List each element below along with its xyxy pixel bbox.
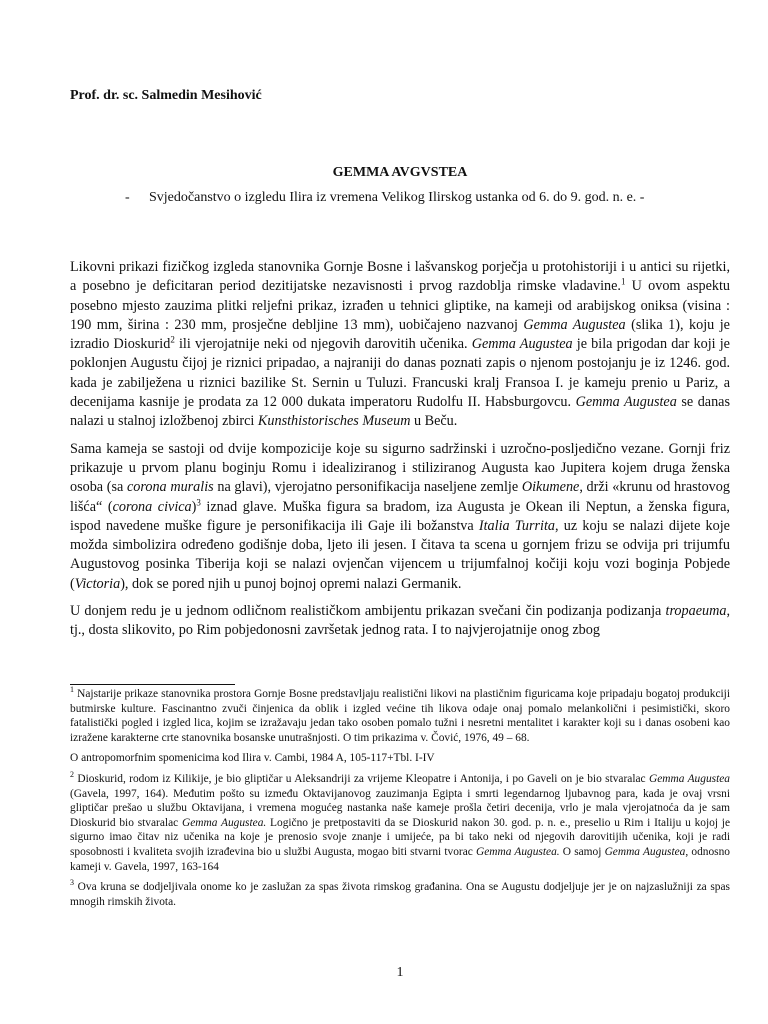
footnote [70,772,730,874]
footnote-ref: 2 [170,334,175,345]
italic-text: Oikumene [521,479,580,496]
italic-text: Gemma Augustea [523,316,626,333]
footnote-ref: 2 [70,770,74,780]
text-run: je bila prigodan dar koji je poklonjen Augustu čijoj je riznici pripadao, a najraniji do danas poznati zapis o njenom postojanju je iz 1246. god. kada je zabilježena u riznici bazilike St. Sernin u Tuluzi. Francuski kralj Fransoa I. je kameju prenio u Pariz, a decenijama kasnije je prodata za 12 000 dukata imperatoru Rudolfu II. Habsburgovcu. [70,336,730,411]
text-run: (slika 1), koju je izradio Dioskurid [70,316,730,353]
text-run: , tj., dosta slikovito, po Rim pobjedonosni završetak jednog rata. I to najvjerojatnije onog zbog [70,603,730,639]
italic-text: tropaeuma [665,603,727,620]
italic-text: Victoria [74,575,121,592]
italic-text: Gemma Augustea [575,394,677,411]
subtitle-dash: - [125,190,130,205]
text-run: u Beču. [410,413,458,430]
text-run: Logično je pretpostaviti da se Dioskurid nakon 30. god. p. n. e., preselio u Rim i Italiju u kojoj je sigurno imao čitav niz učenika na koje je prenosio svoje znanje i umijeće, pa bi tako neki od njegovih darovitijih učenika, koji je radi sposobnosti i kvaliteta svojih izrađevina bio u službi Augusta, mogao biti stvarni tvorac [70,816,731,858]
text-run: U ovom aspektu posebno mjesto zauzima plitki reljefni prikaz, izrađen u tehnici gliptike, na kameji od arabijskog oniksa (visina : 190 mm, širina : 230 mm, prosječne debljine 13 mm), uobičajeno nazvanoj [70,278,730,333]
text-run: na glavi), vjerojatno personifikacija naseljene zemlje [213,479,522,496]
italic-text: Gemma Augustea. [181,816,267,829]
italic-text: corona civica [112,498,192,515]
italic-text: corona muralis [126,479,214,496]
footnotes [70,687,730,915]
italic-text: Gemma Augustea. [475,845,560,858]
footnote-ref: 1 [70,685,74,695]
text-run: , drži «krunu od hrastovog lišća“ ( [70,479,730,515]
text-run: O samoj [559,845,605,858]
text-run: Dioskurid, rodom iz Kilikije, je bio gliptičar u Aleksandriji za vrijeme Kleopatre i Antonija, i po Gaveli on je bio stvaralac [74,772,649,785]
body-text [70,258,730,649]
text-run: ), dok se pored njih u punoj bojnoj opremi nalazi Germanik. [120,575,462,592]
subtitle-text: Svjedočanstvo o izgledu Ilira iz vremena Velikog Ilirskog ustanka od 6. do 9. god. n. e. - [149,190,645,205]
italic-text: Italia Turrita [478,517,556,534]
text-run: se danas nalazi u stalnoj izložbenoj zbirci [70,394,730,430]
italic-text: Gemma Augustea [471,336,573,353]
text-run: Najstarije prikaze stanovnika prostora Gornje Bosne predstavljaju realistični likovi na plastičnim figuricama koje pripadaju bogatoj produkciji butmirske kulture. Fascinantno zvuči činjenica da oblik i izgled većine tih likova odaje onaj pomalo melankolični i pesimistički, skoro fatalistički pogled i izgled lica, kojim se izražavaju jedan tako osoben pomalo tužni i nesretni mentalitet i karakter koji su i danas osobeni kao izražene karakterne crte stanovnika bosanske unutrašnjosti. O tim prikazima v. Čović, 1976, 49 – 68. [70,688,730,744]
text-run: , uz koju se nalazi dijete koje možda simbolizira određeno godišnje doba, ljeto ili jesen. I čitava ta scena u gornjem frizu se odvija pri trijumfu Augustovog posinka Tiberija koji se nalazi ovjenčan vijencem u trijumfalnoj kočiji koju vozi boginja Pobjede ( [70,517,730,592]
footnote-ref: 3 [70,878,74,888]
text-run: O antropomorfnim spomenicima kod Ilira v. Cambi, 1984 A, 105-117+Tbl. I-IV [70,752,435,765]
text-run: Sama kameja se sastoji od dvije kompozicije koje su sigurno sadržinski i uzročno-posljedično vezane. Gornji friz prikazuje u prvom planu boginju Romu i idealiziranog i stiliziranog Augusta kao Jupitera kojem druga ženska osoba (sa [70,440,730,496]
page-number: 1 [396,965,404,980]
italic-text: Kunsthistorisches Museum [257,413,411,430]
text-run: U donjem redu je u jednom odličnom realističkom ambijentu prikazan svečani čin podizanja podizanja [70,603,666,620]
body-paragraph [70,602,730,641]
text-run: , odnosno kameji v. Gavela, 1997, 163-164 [70,845,730,873]
footnote [70,687,730,745]
document-subtitle [125,190,644,206]
text-run: Ova kruna se dodjeljivala onome ko je zaslužan za spas života rimskog građanina. Ona se Augustu dodjeljuje jer je on najzaslužniji za spas mnogih rimskih života. [70,881,730,908]
text-run: ili vjerojatnije neki od njegovih darovitih učenika. [174,336,472,353]
text-run: Likovni prikazi fizičkog izgleda stanovnika Gornje Bosne i lašvanskog porječja u protohistoriji i u antici su rijetki, a posebno je deficitaran period dezitijatske nezavisnosti i prvog razdoblja rimske vladavine. [70,259,730,295]
footnote-separator [70,684,235,685]
body-paragraph [70,258,730,432]
text-run: ) [191,498,197,515]
author-name: Prof. dr. sc. Salmedin Mesihović [70,88,262,103]
text-run: (Gavela, 1997, 164). Međutim pošto su između Oktavijanovog zauzimanja Egipta i smrti legendarnog ljubavnog para, kada je ovaj vrsni gliptičar prešao u službu Oktavijana, i vremena mogućeg nastanka naše kameje prošla četiri decenija, vrlo je mala vjerojatnoća da je sam Dioskurid bio stvaralac [70,787,730,829]
footnote-ref: 1 [620,276,626,287]
document-page [70,0,730,1024]
footnote [70,880,730,909]
text-run: iznad glave. Muška figura sa bradom, iza Augusta je Okean ili Neptun, a ženska figura, ispod navedene muške figure je personifikacija ili Gaje ili božanstva [70,498,730,534]
document-title: GEMMA AVGVSTEA [332,165,468,180]
footnote [70,751,730,766]
footnote-ref: 3 [196,496,201,507]
body-paragraph [70,440,730,594]
italic-text: Gemma Augustea [604,845,686,858]
italic-text: Gemma Augustea [649,772,730,785]
